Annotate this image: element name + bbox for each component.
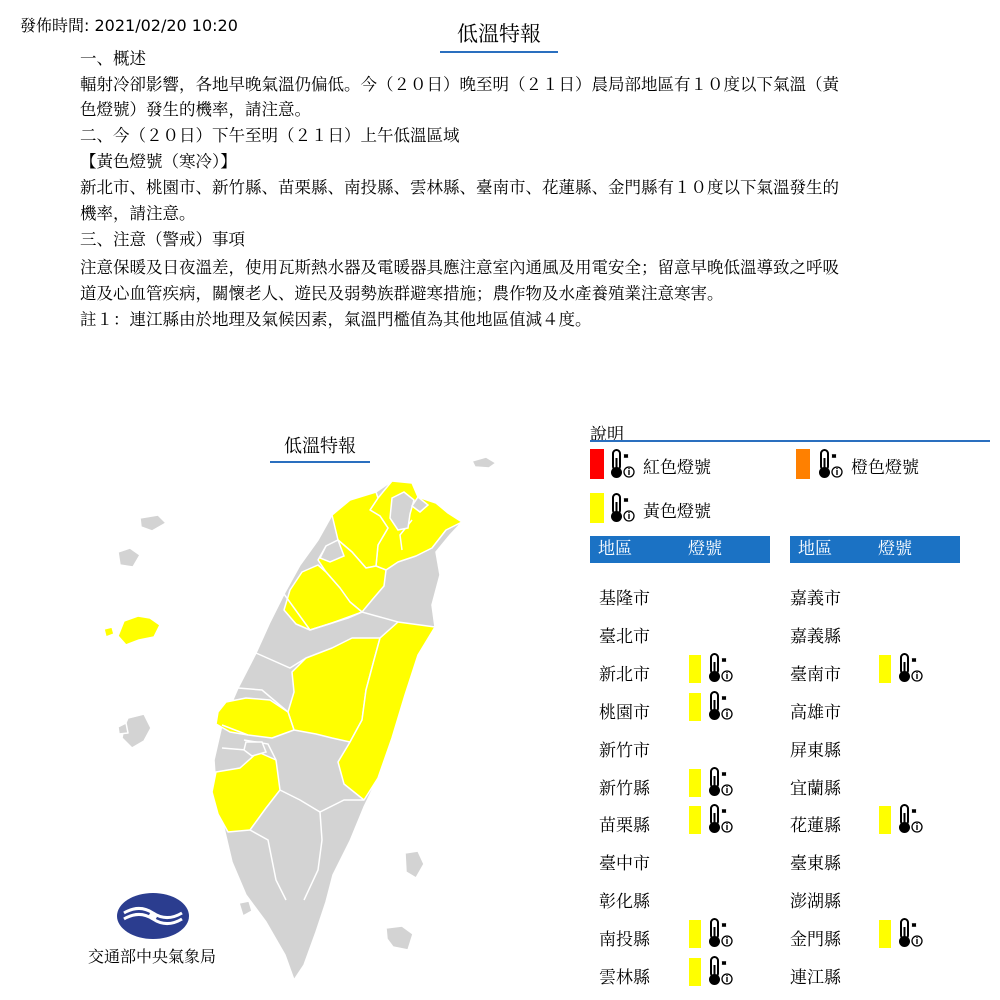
legend-title: 說明 xyxy=(590,425,624,445)
region-name: 雲林縣 xyxy=(599,968,650,988)
island-kinmen-small xyxy=(104,627,114,637)
section-heading-warnings: 三、注意（警戒）事項 xyxy=(80,230,245,249)
orange-swatch xyxy=(796,449,810,479)
thermometer-icon xyxy=(896,803,924,835)
thermometer-icon xyxy=(608,448,636,480)
island-matsu-small xyxy=(118,548,140,567)
island-orchid xyxy=(386,926,413,950)
issue-time: 發佈時間: 2021/02/20 10:20 xyxy=(20,16,238,35)
areas-text-line: 機率，請注意。 xyxy=(80,204,196,223)
yellow-signal xyxy=(689,769,701,797)
region-name: 基隆市 xyxy=(599,589,650,609)
footnote: 註１：連江縣由於地理及氣候因素，氣溫門檻值為其他地區值減４度。 xyxy=(80,310,592,329)
thermometer-icon xyxy=(706,652,734,684)
warnings-text-line: 注意保暖及日夜溫差，使用瓦斯熱水器及電暖器具應注意室內通風及用電安全；留意早晚低溫導致之呼吸 xyxy=(80,258,839,277)
yellow-signal xyxy=(689,920,701,948)
region-name: 澎湖縣 xyxy=(790,892,841,913)
cwb-logo xyxy=(116,892,190,940)
region-name: 金門縣 xyxy=(790,930,841,951)
legend-divider xyxy=(590,440,990,442)
region-name: 嘉義縣 xyxy=(790,626,841,647)
island-penghu-small xyxy=(118,723,128,734)
thermometer-icon xyxy=(706,690,734,722)
yellow-signal xyxy=(879,806,891,834)
agency-name: 交通部中央氣象局 xyxy=(88,947,217,966)
region-name: 新竹縣 xyxy=(599,778,650,799)
region-name: 屏東縣 xyxy=(790,740,841,761)
island-kinmen xyxy=(118,616,160,645)
page-title: 低溫特報 xyxy=(440,18,558,53)
table-header-right xyxy=(790,536,960,563)
region-name: 臺中市 xyxy=(599,854,650,875)
thermometer-icon xyxy=(816,448,844,480)
yellow-signal xyxy=(879,920,891,948)
region-name: 新竹市 xyxy=(599,740,650,761)
thermometer-icon xyxy=(706,955,734,987)
section-heading-areas: 二、今（２０日）下午至明（２１日）上午低溫區域 xyxy=(80,126,460,145)
yellow-signal-heading: 【黃色燈號（寒冷）】 xyxy=(80,152,237,171)
region-name: 新北市 xyxy=(599,664,650,685)
thermometer-icon xyxy=(706,803,734,835)
yellow-signal xyxy=(689,958,701,986)
region-name: 宜蘭縣 xyxy=(790,778,841,799)
region-name: 臺東縣 xyxy=(790,854,841,875)
region-name: 臺北市 xyxy=(599,626,650,647)
island-liuqiu xyxy=(239,901,252,916)
region-name: 南投縣 xyxy=(599,930,650,951)
island-matsu-north xyxy=(472,457,496,468)
thermometer-icon xyxy=(706,917,734,949)
warnings-text-line: 道及心血管疾病，關懷老人、遊民及弱勢族群避寒措施；農作物及水產養殖業注意寒害。 xyxy=(80,284,724,303)
col-header-signal: 燈號 xyxy=(688,539,722,559)
yellow-signal xyxy=(879,655,891,683)
yellow-signal xyxy=(689,806,701,834)
areas-text-line: 新北市、桃園市、新竹縣、苗栗縣、南投縣、雲林縣、臺南市、花蓮縣、金門縣有１０度以下氣溫發生的 xyxy=(80,178,839,197)
col-header-region: 地區 xyxy=(598,539,632,559)
legend-label-orange: 橙色燈號 xyxy=(851,458,919,478)
island-green xyxy=(405,851,424,878)
region-name: 嘉義市 xyxy=(790,589,841,609)
legend-label-red: 紅色燈號 xyxy=(643,458,711,478)
region-name: 高雄市 xyxy=(790,702,841,723)
map-title: 低溫特報 xyxy=(270,432,370,463)
yellow-swatch xyxy=(590,493,604,523)
thermometer-icon xyxy=(896,917,924,949)
yellow-signal xyxy=(689,655,701,683)
overview-text-line: 色燈號）發生的機率，請注意。 xyxy=(80,100,311,119)
legend-label-yellow: 黃色燈號 xyxy=(643,502,711,522)
region-name: 桃園市 xyxy=(599,702,650,723)
table-header-left xyxy=(590,536,770,563)
thermometer-icon xyxy=(706,766,734,798)
region-name: 臺南市 xyxy=(790,664,841,685)
region-name: 花蓮縣 xyxy=(790,816,841,837)
red-swatch xyxy=(590,449,604,479)
thermometer-icon xyxy=(608,492,636,524)
region-name: 彰化縣 xyxy=(599,892,650,913)
thermometer-icon xyxy=(896,652,924,684)
region-name: 苗栗縣 xyxy=(599,816,650,837)
region-name: 連江縣 xyxy=(790,968,841,988)
section-heading-overview: 一、概述 xyxy=(80,49,146,68)
col-header-region: 地區 xyxy=(798,539,832,559)
overview-text-line: 輻射冷卻影響，各地早晚氣溫仍偏低。今（２０日）晚至明（２１日）晨局部地區有１０度以下氣溫（黃 xyxy=(80,75,839,94)
yellow-signal xyxy=(689,693,701,721)
island-matsu xyxy=(140,515,166,531)
col-header-signal: 燈號 xyxy=(878,539,912,559)
